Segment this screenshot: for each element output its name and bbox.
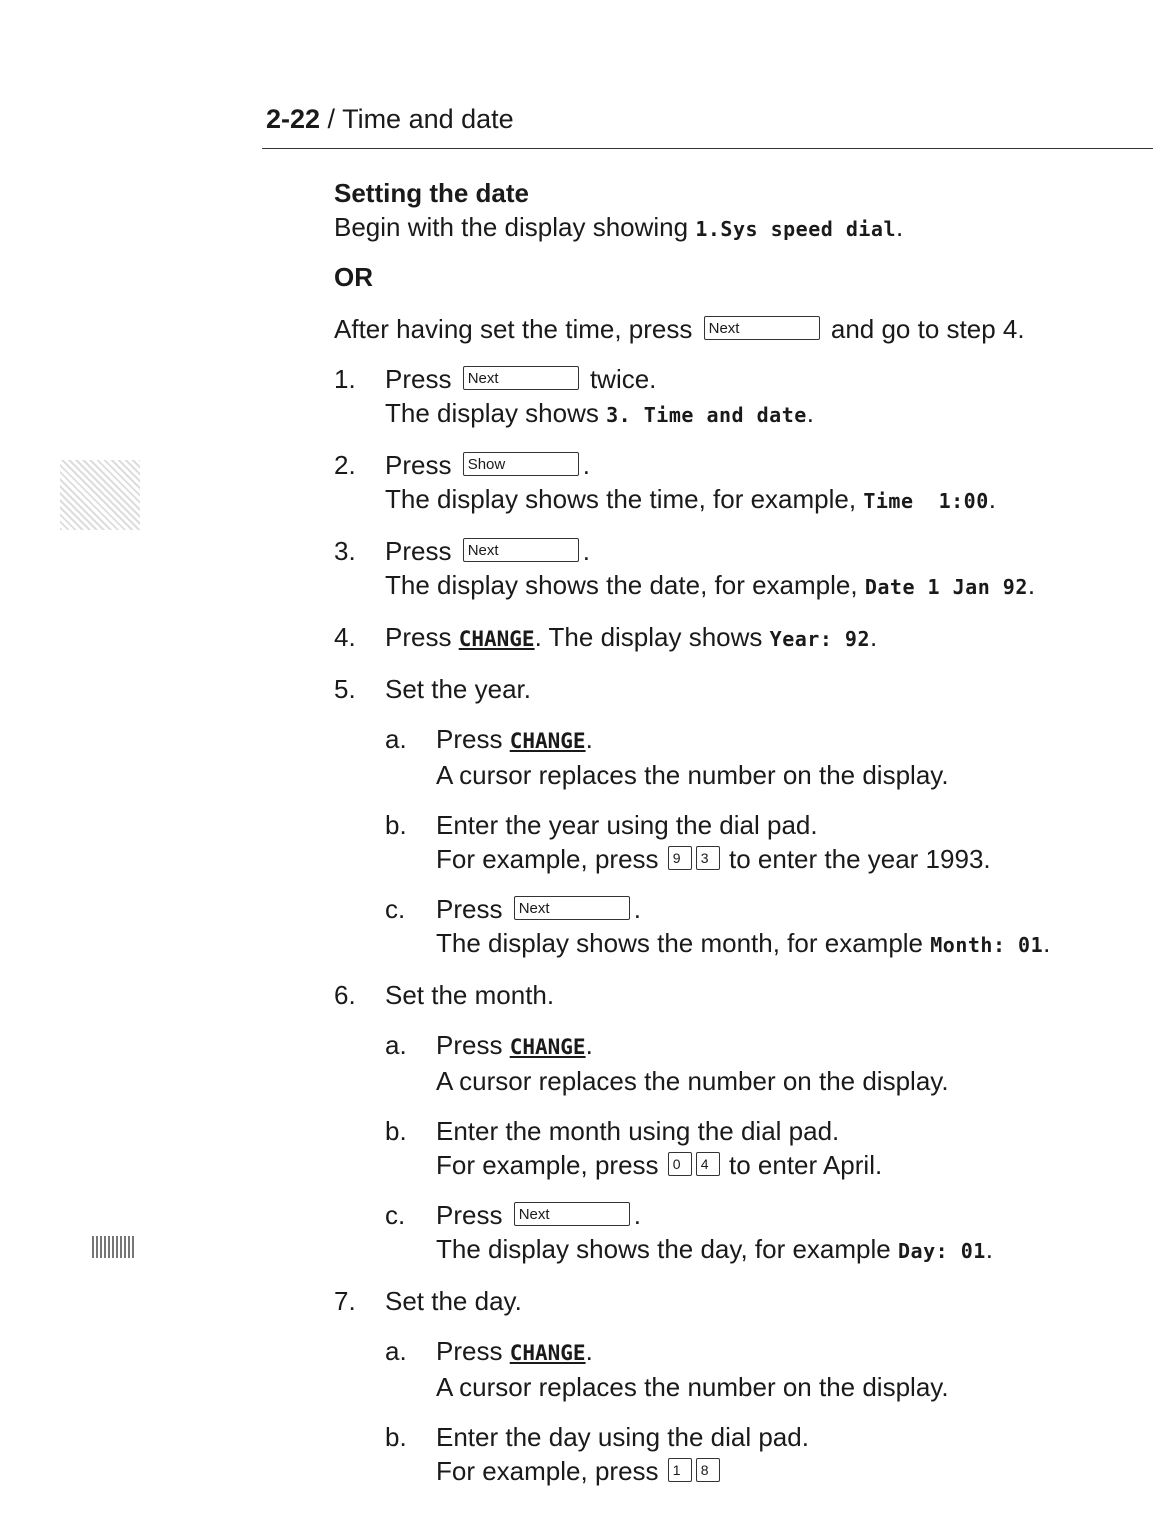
step-text: . (1043, 928, 1051, 958)
intro-line (334, 210, 1149, 246)
step-text: . (582, 536, 590, 566)
header-separator: / (320, 104, 343, 134)
step-text: Press (436, 1200, 503, 1230)
display-text: Day: 01 (897, 1239, 986, 1263)
substep-letter: c. (385, 894, 406, 924)
step-text: A cursor replaces the number on the display. (436, 1372, 949, 1402)
step-number: 6. (334, 980, 356, 1010)
step-number: 3. (334, 536, 356, 566)
substep-6b (385, 1114, 1149, 1182)
step-text: A cursor replaces the number on the display. (436, 1066, 949, 1096)
dial-key-1: 1 (668, 1458, 692, 1482)
substep-letter: a. (385, 1030, 407, 1060)
step-text: Press (385, 450, 452, 480)
change-softkey: CHANGE (509, 729, 586, 753)
step-text: Set the day. (385, 1286, 522, 1316)
next-key: Next (514, 896, 630, 920)
step-text: Press (436, 724, 503, 754)
or-label: OR (334, 262, 373, 292)
step-text: For example, press (436, 1456, 659, 1486)
step-text: Press (436, 1030, 503, 1060)
step-number: 1. (334, 364, 356, 394)
step-text: Press (385, 622, 452, 652)
step-text: The display shows the time, for example, (385, 484, 857, 514)
section-heading: Setting the date (334, 178, 530, 208)
step-text: Enter the month using the dial pad. (436, 1116, 840, 1146)
dial-key-0: 0 (668, 1152, 692, 1176)
step-text: twice. (589, 364, 657, 394)
show-key: Show (463, 452, 579, 476)
step-text: Press (436, 1336, 503, 1366)
step-text: . The display shows (534, 622, 763, 652)
after-line (334, 312, 1149, 346)
step-text: . (869, 622, 878, 652)
page-header (266, 104, 514, 135)
step-5 (334, 672, 1149, 962)
step-text: Press (385, 364, 452, 394)
scan-mark (92, 1236, 136, 1258)
intro-end: . (896, 212, 904, 242)
substep-5a (385, 722, 1149, 792)
display-text: 3. Time and date (606, 403, 807, 427)
step-text: Enter the day using the dial pad. (436, 1422, 809, 1452)
scan-noise (60, 460, 140, 530)
step-text: Press (436, 894, 503, 924)
step-3 (334, 534, 1149, 604)
substep-letter: b. (385, 810, 407, 840)
step-number: 5. (334, 674, 356, 704)
step-2 (334, 448, 1149, 518)
step-text: . (1027, 570, 1036, 600)
step-text: A cursor replaces the number on the display. (436, 760, 949, 790)
step-text: Enter the year using the dial pad. (436, 810, 818, 840)
after-text: After having set the time, press (334, 314, 693, 344)
substep-letter: b. (385, 1116, 407, 1146)
substep-letter: b. (385, 1422, 407, 1452)
substep-6c (385, 1198, 1149, 1268)
dial-key-8: 8 (696, 1458, 720, 1482)
step-text: to enter April. (729, 1150, 883, 1180)
dial-key-3: 3 (696, 846, 720, 870)
step-text: For example, press (436, 844, 659, 874)
step-text: Set the year. (385, 674, 531, 704)
step-number: 2. (334, 450, 356, 480)
section-title: Time and date (342, 104, 514, 134)
step-text: Press (385, 536, 452, 566)
substep-5b (385, 808, 1149, 876)
substep-7a (385, 1334, 1149, 1404)
step-text: . (985, 1234, 994, 1264)
step-number: 7. (334, 1286, 356, 1316)
header-rule (262, 148, 1153, 149)
page-number: 2-22 (266, 104, 321, 134)
step-text: The display shows the month, for example (436, 928, 924, 958)
substep-letter: a. (385, 1336, 407, 1366)
step-text: For example, press (436, 1150, 659, 1180)
display-text: Date 1 Jan 92 (864, 575, 1028, 599)
step-text: . (585, 724, 593, 754)
step-text: to enter the year 1993. (729, 844, 991, 874)
step-text: . (585, 1336, 593, 1366)
step-text: . (806, 398, 815, 428)
step-text: . (633, 894, 641, 924)
step-text: . (582, 450, 590, 480)
step-text: Set the month. (385, 980, 555, 1010)
step-6 (334, 978, 1149, 1268)
step-text: The display shows the day, for example (436, 1234, 891, 1264)
dial-key-9: 9 (668, 846, 692, 870)
substep-letter: a. (385, 724, 407, 754)
change-softkey: CHANGE (458, 627, 535, 651)
substep-5c (385, 892, 1149, 962)
step-1 (334, 362, 1149, 432)
step-4 (334, 620, 1149, 656)
display-text: Year: 92 (769, 627, 870, 651)
change-softkey: CHANGE (509, 1341, 586, 1365)
next-key: Next (704, 316, 820, 340)
step-text: The display shows (385, 398, 599, 428)
dial-key-4: 4 (696, 1152, 720, 1176)
after-post: and go to step 4. (830, 314, 1025, 344)
instructions (334, 176, 1149, 1488)
substep-7b (385, 1420, 1149, 1488)
display-text: 1.Sys speed dial (695, 217, 896, 241)
intro-text: Begin with the display showing (334, 212, 689, 242)
next-key: Next (463, 366, 579, 390)
next-key: Next (463, 538, 579, 562)
substep-letter: c. (385, 1200, 406, 1230)
step-number: 4. (334, 622, 356, 652)
change-softkey: CHANGE (509, 1035, 586, 1059)
substep-6a (385, 1028, 1149, 1098)
display-text: Time 1:00 (863, 489, 989, 513)
step-text: The display shows the date, for example, (385, 570, 858, 600)
step-7 (334, 1284, 1149, 1488)
next-key: Next (514, 1202, 630, 1226)
step-text: . (988, 484, 996, 514)
display-text: Month: 01 (930, 933, 1044, 957)
step-text: . (585, 1030, 593, 1060)
step-text: . (633, 1200, 641, 1230)
